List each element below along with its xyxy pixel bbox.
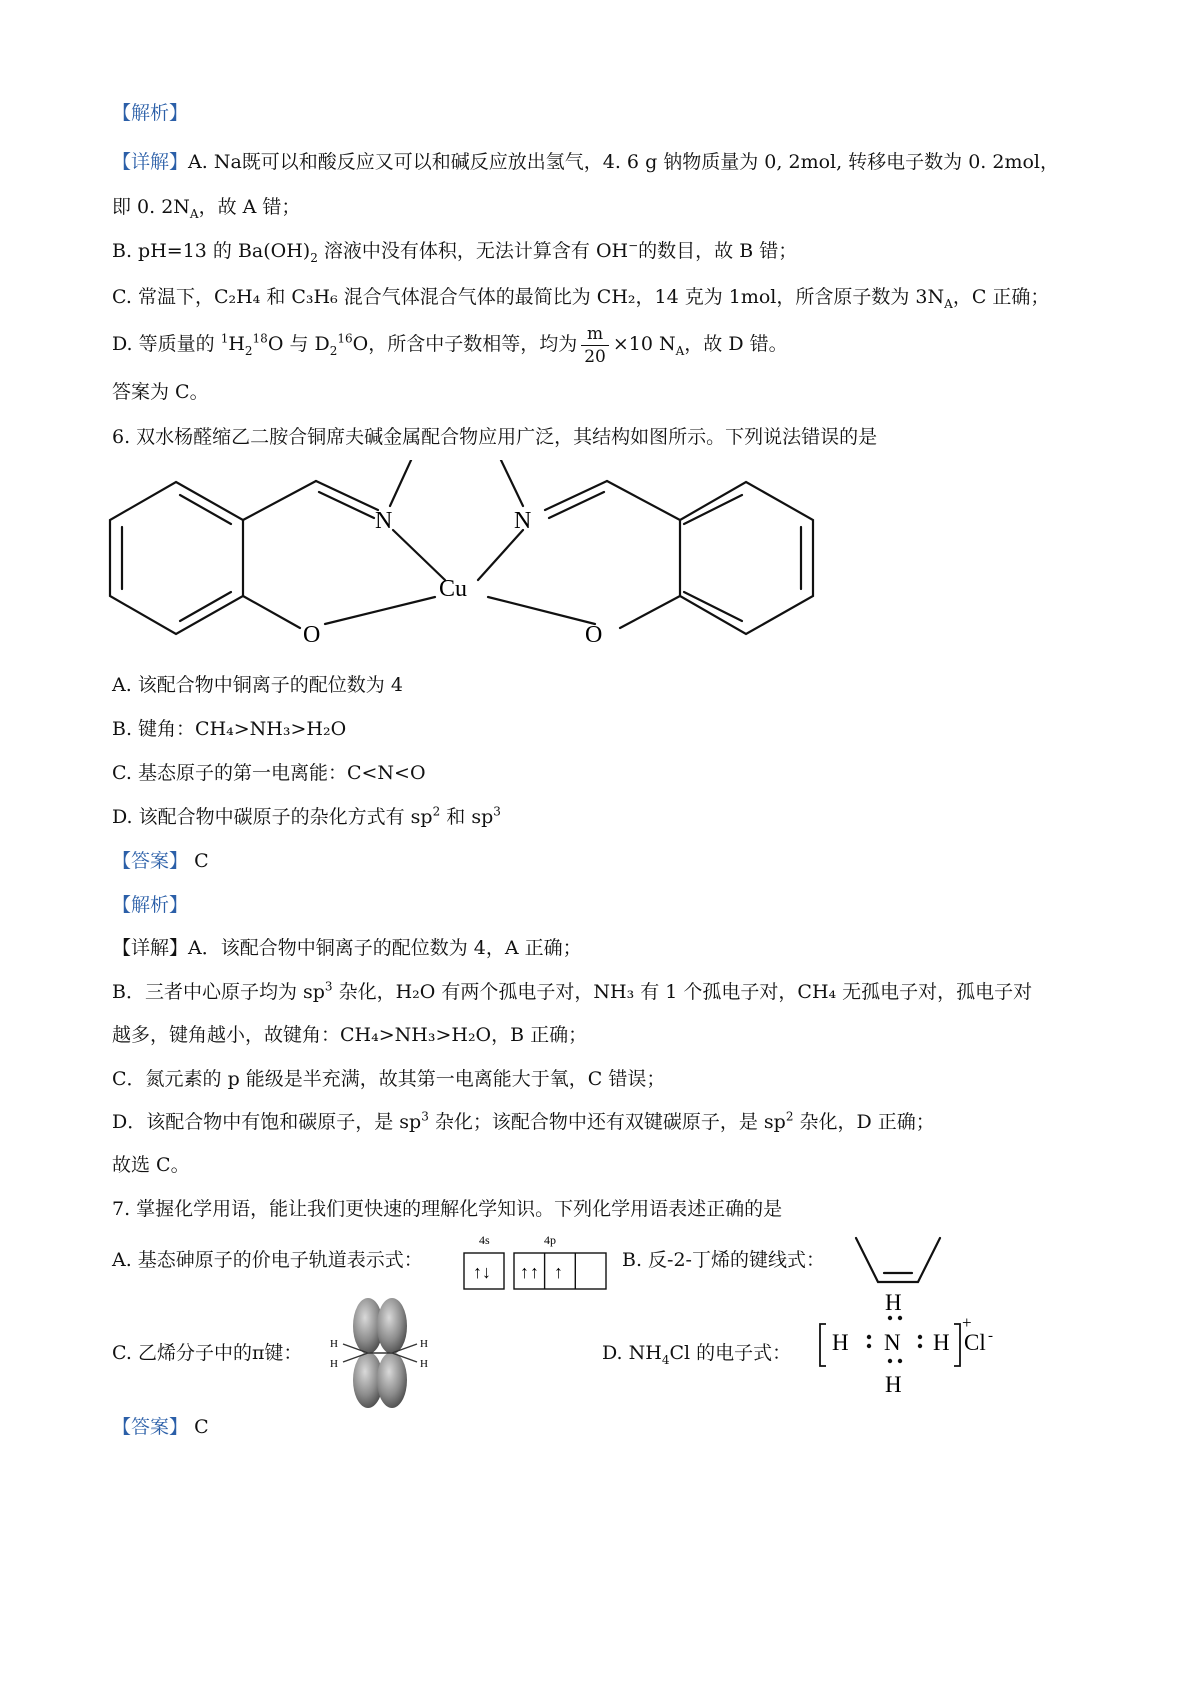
q6-schiff-base-copper-structure bbox=[100, 460, 880, 700]
jiexi-heading: 【解析】 bbox=[112, 102, 189, 124]
ed-h-bottom: H bbox=[885, 1372, 902, 1397]
ed-cl-charge: - bbox=[988, 1328, 993, 1344]
q7-option-b: B. 反-2-丁烯的键线式： bbox=[622, 1249, 825, 1271]
prev-explanation-b: B. pH=13 的 $Ba(OH)_2$ 溶液中没有体积，无法计算含有 OH−的数目，故 B 错； bbox=[112, 238, 798, 265]
ed-h-top: H bbox=[885, 1290, 902, 1315]
fraction-m-over-20: $\frac{m}{20}$ bbox=[581, 323, 609, 368]
cu-label: Cu bbox=[439, 576, 468, 602]
xiangjie-tag: 【详解】 bbox=[112, 151, 189, 173]
prev-explanation-a-line2: 即 0. $2N_A$，故 A 错； bbox=[112, 196, 301, 221]
h-label-3: H bbox=[420, 1338, 428, 1350]
orbital-4s-electrons: ↑↓ bbox=[473, 1262, 491, 1282]
ed-h-right: H bbox=[933, 1330, 950, 1355]
h-label-2: H bbox=[330, 1358, 338, 1370]
answer-tag: 【答案】 bbox=[112, 1416, 189, 1438]
q6-exp-d: D．该配合物中有饱和碳原子，是 $sp^3$ 杂化；该配合物中还有双键碳原子，是 $sp^2$ 杂化，D 正确； bbox=[112, 1109, 935, 1133]
ethylene-pi-bond-diagram bbox=[326, 1294, 434, 1412]
orbital-4p-label: 4p bbox=[544, 1233, 556, 1247]
q6-option-a: A. 该配合物中铜离子的配位数为 4 bbox=[112, 674, 403, 696]
ammonium-chloride-electron-formula bbox=[814, 1282, 994, 1412]
o-left-label: O bbox=[303, 622, 321, 648]
orbital-4p-electron-1: ↑ bbox=[520, 1262, 529, 1282]
h-label-4: H bbox=[420, 1358, 428, 1370]
prev-explanation-c: C. 常温下，C₂H₄ 和 C₃H₆ 混合气体混合气体的最简比为 CH₂，14 克为 1mol，所含原子数为 $3N_A$，C 正确； bbox=[112, 286, 1050, 311]
orbital-4p-electron-3: ↑ bbox=[554, 1262, 563, 1282]
q6-exp-a: 【详解】A．该配合物中铜离子的配位数为 4，A 正确； bbox=[112, 937, 582, 959]
q7-answer: 【答案】 C bbox=[112, 1416, 209, 1438]
q6-conclusion: 故选 C。 bbox=[112, 1154, 190, 1176]
prev-explanation-d: D. 等质量的 $^1H_2^{18}O$ 与 $D_2^{16}O$，所含中子数相等，均为 $\frac{m}{20}$ ×10 $N_A$，故 D 错。 bbox=[112, 323, 788, 367]
prev-answer: 答案为 C。 bbox=[112, 381, 209, 403]
ed-plus: + bbox=[962, 1313, 972, 1332]
q6-exp-b-line1: B．三者中心原子均为 $sp^3$ 杂化，H₂O 有两个孤电子对，NH₃ 有 1 个孤电子对，CH₄ 无孤电子对，孤电子对 bbox=[112, 979, 1033, 1003]
arsenic-orbital-diagram bbox=[462, 1232, 612, 1294]
q7-option-d: D. $NH_4Cl$ 的电子式： bbox=[602, 1342, 792, 1367]
q6-answer: 【答案】 C bbox=[112, 850, 209, 872]
prev-explanation-a-line1: 【详解】A. Na既可以和酸反应又可以和碱反应放出氢气，4. 6 g 钠物质量为 0, 2mol, 转移电子数为 0. 2mol， bbox=[112, 151, 1060, 173]
q6-jiexi-heading: 【解析】 bbox=[112, 894, 189, 916]
q7-option-c: C. 乙烯分子中的π键： bbox=[112, 1342, 303, 1364]
q6-exp-b-line2: 越多，键角越小，故键角：CH₄>NH₃>H₂O，B 正确； bbox=[112, 1024, 588, 1046]
q6-option-b: B. 键角：CH₄>NH₃>H₂O bbox=[112, 718, 347, 740]
h-label-1: H bbox=[330, 1338, 338, 1350]
ed-cl: Cl bbox=[964, 1330, 986, 1355]
o-right-label: O bbox=[585, 622, 603, 648]
q6-option-d: D. 该配合物中碳原子的杂化方式有 $sp^2$ 和 $sp^3$ bbox=[112, 804, 501, 828]
ed-h-left: H bbox=[832, 1330, 849, 1355]
q7-stem: 7. 掌握化学用语，能让我们更快速的理解化学知识。下列化学用语表述正确的是 bbox=[112, 1198, 783, 1220]
n-right-label: N bbox=[514, 508, 532, 534]
q7-option-a: A. 基态砷原子的价电子轨道表示式： bbox=[112, 1249, 423, 1271]
n-left-label: N bbox=[375, 508, 393, 534]
q6-exp-c: C．氮元素的 p 能级是半充满，故其第一电离能大于氧，C 错误； bbox=[112, 1068, 666, 1090]
q6-option-c: C. 基态原子的第一电离能：C<N<O bbox=[112, 762, 426, 784]
orbital-4p-electron-2: ↑ bbox=[530, 1262, 539, 1282]
q6-stem: 6. 双水杨醛缩乙二胺合铜席夫碱金属配合物应用广泛，其结构如图所示。下列说法错误的是 bbox=[112, 426, 878, 448]
ed-n: N bbox=[884, 1330, 901, 1355]
answer-tag: 【答案】 bbox=[112, 850, 189, 872]
orbital-4s-label: 4s bbox=[479, 1233, 490, 1247]
